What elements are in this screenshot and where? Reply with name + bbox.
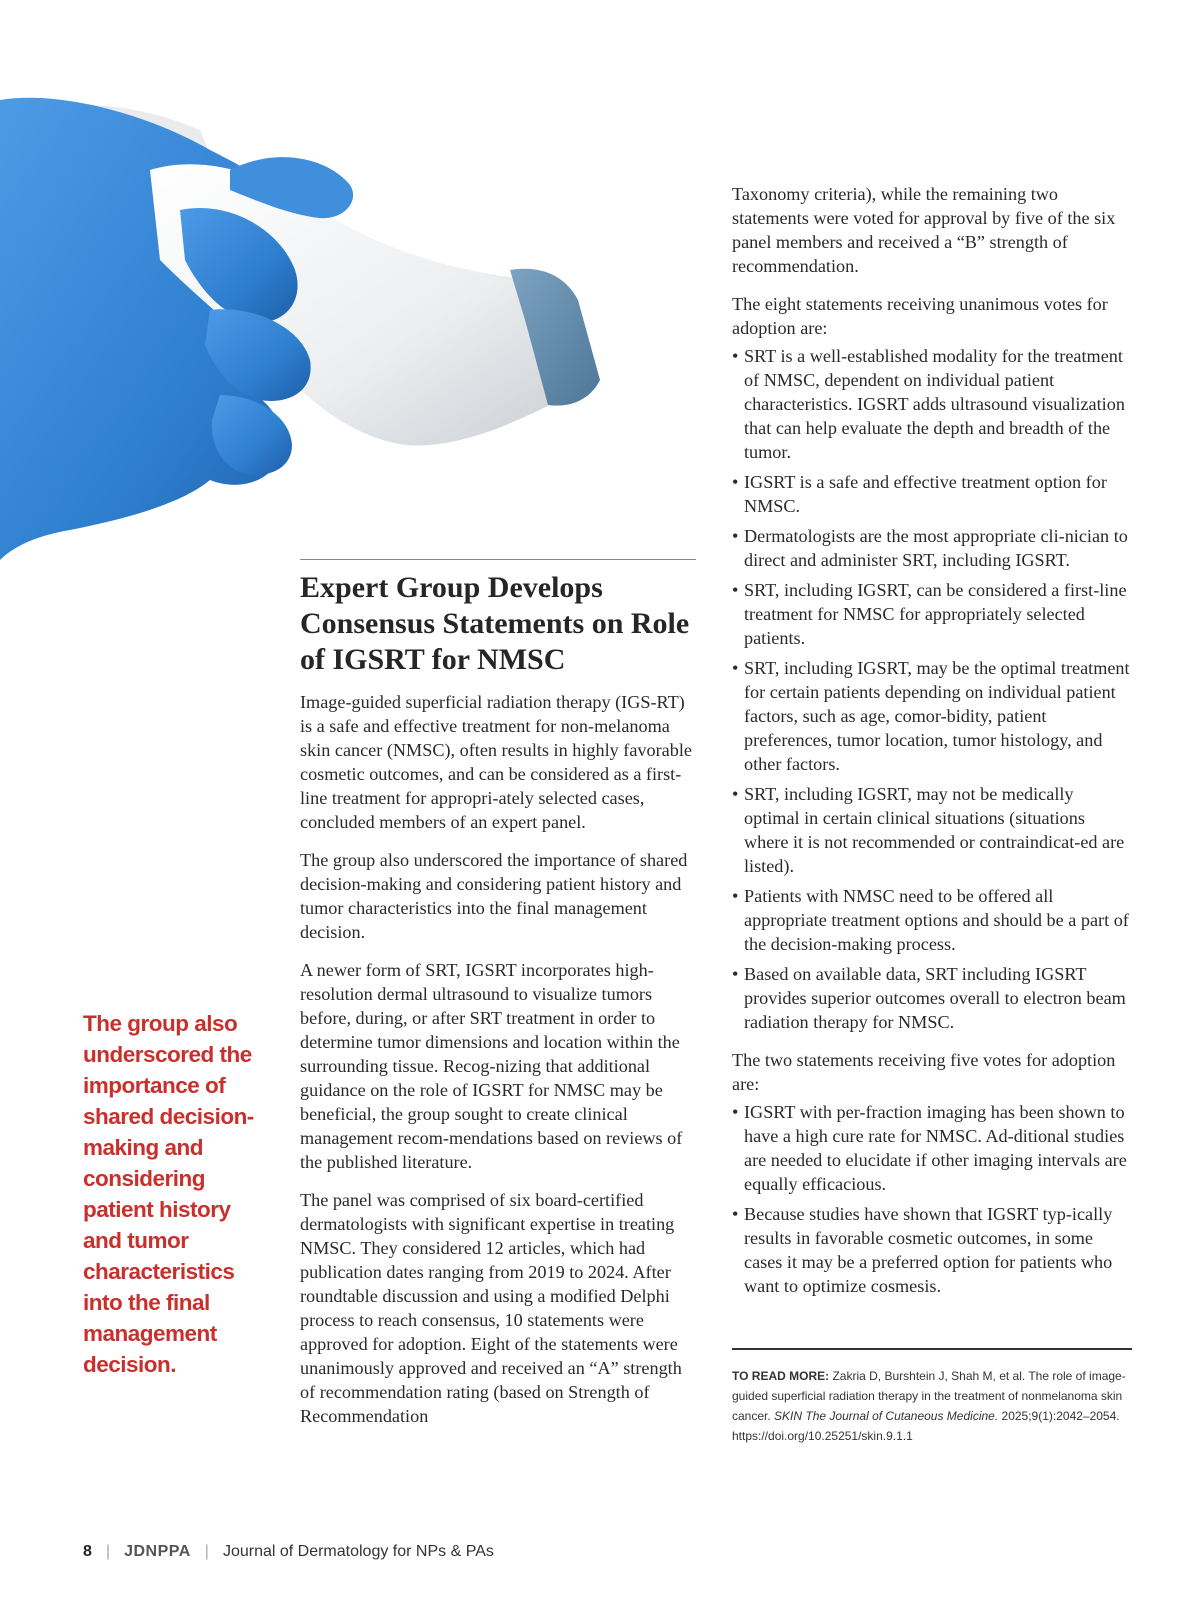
reference-rule [732,1348,1132,1350]
journal-name: Journal of Dermatology for NPs & PAs [222,1543,494,1560]
paragraph-decision: The group also underscored the importance of shared decision-making and considering patient history and tumor characteristics into the final management decision. [300,850,688,942]
journal-abbreviation: JDNPPA [124,1543,191,1560]
footer-separator: | [105,1543,111,1560]
reference-doi: 2025;9(1):2042–2054. https://doi.org/10.25251/skin.9.1.1 [732,1409,1120,1443]
list-item: • IGSRT with per-fraction imaging has been shown to have a high cure rate for NMSC. Ad-ditional studies are needed to elucidate if other imaging intervals are equally efficacious. [732,1100,1132,1196]
title-rule [300,559,696,560]
reference-citation [732,1366,1132,1446]
reference-text: Zakria D, Burshtein J, Shah M, et al. The role of image-guided superficial radiation therapy in the treatment of nonmelanoma skin cancer. [732,1369,1126,1423]
pull-quote: The group also underscored the importance of shared decision-making and considering patient history and tumor characteristics into the final management decision. [83,1011,254,1377]
paragraph-igsrt: A newer form of SRT, IGSRT incorporates high-resolution dermal ultrasound to visualize tumors before, during, or after SRT treatment in order to determine tumor dimensions and location within the surrounding tissue. Recog-nizing that additional guidance on the role of IGSRT for NMSC may be beneficial, the group sought to create clinical management recom-mendations based on reviews of the published literature. [300,960,683,1172]
list-item: • SRT, including IGSRT, may be the optimal treatment for certain patients depending on individual patient factors, such as age, comor-bidity, patient preferences, tumor location, tumor histology, and other factors. [732,656,1132,776]
paragraph-intro: Image-guided superficial radiation therapy (IGS-RT) is a safe and effective treatment for non-melanoma skin cancer (NMSC), often results in highly favorable cosmetic outcomes, and can be considered as a first-line treatment for appropri-ately selected cases, concluded members of an expert panel. [300,692,692,832]
page-number: 8 [83,1543,92,1560]
list-item: • SRT, including IGSRT, can be considered a first-line treatment for NMSC for appropriately selected patients. [732,578,1132,650]
gloved-hand-ultrasound-probe-image [0,60,640,580]
five-vote-statement-list [732,1100,1132,1298]
article-column-right [732,182,1132,1312]
unanimous-statement-list [732,344,1132,1034]
paragraph-taxonomy: Taxonomy criteria), while the remaining two statements were voted for approval by five of the six panel members and received a “B” strength of recommendation. [732,184,1116,276]
list-item: • SRT is a well-established modality for the treatment of NMSC, dependent on individual patient characteristics. IGSRT adds ultrasound visualization that can help evaluate the depth and breadth of the tumor. [732,344,1132,464]
page-footer [83,1543,494,1561]
list-item: • IGSRT is a safe and effective treatment option for NMSC. [732,470,1132,518]
paragraph-panel: The panel was comprised of six board-certified dermatologists with significant expertise in treating NMSC. They considered 12 articles, which had publication dates ranging from 2019 to 2024. After roundtable discussion and using a modified Delphi process to reach consensus, 10 statements were approved for adoption. Eight of the statements were unanimously approved and received an “A” strength of recommendation rating (based on Strength of Recommendation [300,1190,682,1426]
article-column-left [300,690,696,1442]
article-title: Expert Group Develops Consensus Statements on Role of IGSRT for NMSC [300,571,690,676]
list-item: • Dermatologists are the most appropriate cli-nician to direct and administer SRT, including IGSRT. [732,524,1132,572]
list-item: • Based on available data, SRT including IGSRT provides superior outcomes overall to electron beam radiation therapy for NMSC. [732,962,1132,1034]
reference-lead: TO READ MORE: [732,1369,830,1383]
list-item: • SRT, including IGSRT, may not be medically optimal in certain clinical situations (situations where it is not recommended or contraindicat-ed are listed). [732,782,1132,878]
list-item: • Because studies have shown that IGSRT typ-ically results in favorable cosmetic outcomes, in some cases it may be a preferred option for patients who want to optimize cosmesis. [732,1202,1132,1298]
footer-separator: | [204,1543,209,1560]
intro-five-votes: The two statements receiving five votes for adoption are: [732,1050,1116,1094]
reference-journal: SKIN The Journal of Cutaneous Medicine. [774,1409,999,1423]
list-item: • Patients with NMSC need to be offered all appropriate treatment options and should be a part of the decision-making process. [732,884,1132,956]
intro-unanimous: The eight statements receiving unanimous votes for adoption are: [732,294,1108,338]
